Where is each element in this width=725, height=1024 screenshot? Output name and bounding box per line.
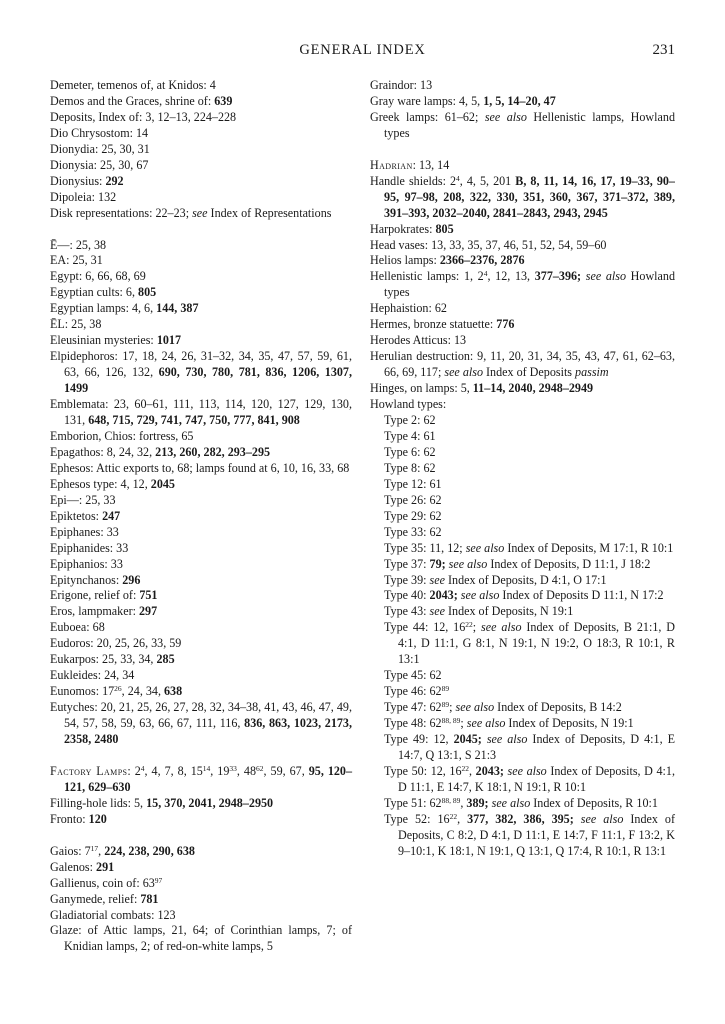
index-entry: Epiphanides: 33 — [50, 540, 129, 555]
section-gap — [50, 222, 352, 238]
index-entry: Factory Lamps: $2^4$, 4, 7, 8, $15^{14}$, $19^{33}$, $48^{62}$, 59, 67, 95, 120–121, 629–630 — [50, 763, 353, 794]
index-subentry: Type 33: 62 — [384, 524, 442, 539]
index-entry: Euboea: 68 — [50, 620, 105, 635]
index-entry: Galenos: 291 — [50, 859, 115, 874]
index-entry: Dio Chrysostom: 14 — [50, 125, 149, 140]
index-entry: Egyptian cults: 6, 805 — [50, 285, 157, 300]
index-entry: Harpokrates: 805 — [370, 221, 454, 236]
index-entry: Howland types: — [370, 397, 447, 412]
index-entry: Epiktetos: 247 — [50, 508, 121, 523]
index-entry: Erigone, relief of: 751 — [50, 588, 158, 603]
index-entry: Gaios: $7^{17}$, 224, 238, 290, 638 — [50, 843, 195, 858]
index-entry: Graindor: 13 — [370, 78, 433, 92]
index-entry: Hinges, on lamps: 5, 11–14, 2040, 2948–2949 — [370, 381, 594, 396]
index-entry: Handle shields: $2^4$, 4, 5, 201 B, 8, 11, 14, 16, 17, 19–33, 90–95, 97–98, 208, 322, 330, 351, 360, 367, 371–372, 389, 391–393, 2032–2040, 2841–2843, 2943, 2945 — [370, 173, 675, 220]
section-gap — [370, 142, 675, 158]
index-entry: Dionydia: 25, 30, 31 — [50, 141, 150, 156]
index-entry: Disk representations: 22–23; see Index of Representations — [50, 205, 332, 220]
index-entry: Hephaistion: 62 — [370, 301, 447, 316]
index-entry: Dionysia: 25, 30, 67 — [50, 157, 149, 172]
index-subentry: Type 35: 11, 12; see also Index of Deposits, M 17:1, R 10:1 — [384, 540, 674, 555]
index-entry: Dipoleia: 132 — [50, 189, 117, 204]
index-entry: Egyptian lamps: 4, 6, 144, 387 — [50, 301, 199, 316]
index-entry: Epagathos: 8, 24, 32, 213, 260, 282, 293–295 — [50, 444, 271, 459]
index-subentry: Type 6: 62 — [384, 444, 436, 459]
index-entry: Eleusinian mysteries: 1017 — [50, 333, 181, 348]
index-entry: Hermes, bronze statuette: 776 — [370, 317, 515, 332]
index-subentry: Type 45: 62 — [384, 668, 442, 683]
index-entry: Ephesos type: 4, 12, 2045 — [50, 476, 175, 491]
index-subentry: Type 29: 62 — [384, 508, 442, 523]
index-entry: Eukarpos: 25, 33, 34, 285 — [50, 652, 175, 667]
index-subentry: Type 26: 62 — [384, 492, 442, 507]
index-subentry: Type 47: $62^{89}$; see also Index of Deposits, B 14:2 — [384, 700, 622, 715]
index-subentry: Type 39: see Index of Deposits, D 4:1, O 17:1 — [384, 572, 607, 587]
index-entry: Elpidephoros: 17, 18, 24, 26, 31–32, 34, 35, 47, 57, 59, 61, 63, 66, 126, 132, 690, 730, 780, 781, 836, 1206, 1307, 1499 — [50, 349, 352, 396]
index-subentry: Type 49: 12, 2045; see also Index of Deposits, D 4:1, E 14:7, Q 13:1, S 21:3 — [384, 732, 675, 763]
index-entry: Eunomos: $17^{26}$, 24, 34, 638 — [50, 684, 183, 699]
index-entry: Epitynchanos: 296 — [50, 572, 141, 587]
index-subentry: Type 12: 61 — [384, 476, 442, 491]
index-entry: Epiphanes: 33 — [50, 524, 119, 539]
index-entry: ĒL: 25, 38 — [50, 317, 102, 332]
index-entry: Glaze: of Attic lamps, 21, 64; of Corinthian lamps, 7; of Knidian lamps, 2; of red-on-white lamps, 5 — [50, 923, 352, 954]
index-subentry: Type 48: 62$^{88, 89}$; see also Index of Deposits, N 19:1 — [384, 716, 634, 731]
index-entry: Eukleides: 24, 34 — [50, 668, 135, 683]
index-column-left — [50, 78, 352, 955]
index-entry: Fronto: 120 — [50, 811, 107, 826]
index-entry: Herodes Atticus: 13 — [370, 333, 467, 348]
index-subentry: Type 8: 62 — [384, 460, 436, 475]
section-gap — [50, 748, 352, 764]
index-subentry: Type 50: 12, $16^{22}$, 2043; see also Index of Deposits, D 4:1, D 11:1, E 14:7, K 18:1, N 19:1, R 10:1 — [384, 763, 675, 794]
section-gap — [50, 828, 352, 844]
index-entry: Deposits, Index of: 3, 12–13, 224–228 — [50, 109, 237, 124]
index-entry: Ē—: 25, 38 — [50, 237, 107, 252]
index-entry: Gallienus, coin of: $63^{97}$ — [50, 875, 163, 890]
index-subentry: Type 37: 79; see also Index of Deposits, D 11:1, J 18:2 — [384, 556, 651, 571]
page-number: 231 — [652, 42, 675, 58]
index-entry: Epiphanios: 33 — [50, 556, 123, 571]
index-entry: Head vases: 13, 33, 35, 37, 46, 51, 52, 54, 59–60 — [370, 237, 607, 252]
index-entry: Ephesos: Attic exports to, 68; lamps found at 6, 10, 16, 33, 68 — [50, 460, 350, 475]
index-subentry: Type 46: $62^{89}$ — [384, 684, 450, 699]
index-subentry: Type 2: 62 — [384, 413, 436, 427]
running-title: GENERAL INDEX — [299, 42, 426, 58]
index-entry: Emblemata: 23, 60–61, 111, 113, 114, 120, 127, 129, 130, 131, 648, 715, 729, 741, 747, 750, 777, 841, 908 — [50, 397, 352, 427]
index-entry: Helios lamps: 2366–2376, 2876 — [370, 253, 525, 268]
index-entry: Filling-hole lids: 5, 15, 370, 2041, 2948–2950 — [50, 795, 274, 810]
index-subentry: Type 51: 62$^{88, 89}$, 389; see also Index of Deposits, R 10:1 — [384, 795, 658, 810]
index-entry: Epi—: 25, 33 — [50, 492, 116, 507]
index-entry: Hellenistic lamps: 1, $2^4$, 12, 13, 377–396; see also Howland types — [370, 269, 676, 300]
index-entry: Gladiatorial combats: 123 — [50, 907, 176, 922]
index-entry: Eros, lampmaker: 297 — [50, 604, 158, 619]
index-subentry: Type 44: 12, $16^{22}$; see also Index of Deposits, B 21:1, D 4:1, D 11:1, G 8:1, N 19:1, N 19:2, O 18:3, R 10:1, R 13:1 — [384, 620, 675, 667]
index-column-right — [370, 78, 675, 860]
index-entry: Eudoros: 20, 25, 26, 33, 59 — [50, 636, 182, 651]
index-entry: Demeter, temenos of, at Knidos: 4 — [50, 78, 216, 92]
index-entry: Herulian destruction: 9, 11, 20, 31, 34, 35, 43, 47, 61, 62–63, 66, 69, 117; see also Index of Deposits passim — [370, 349, 675, 380]
index-entry: Dionysius: 292 — [50, 173, 124, 188]
page-header — [0, 42, 725, 62]
index-entry: Greek lamps: 61–62; see also Hellenistic lamps, Howland types — [370, 109, 675, 140]
index-entry: Eutyches: 20, 21, 25, 26, 27, 28, 32, 34–38, 41, 43, 46, 47, 49, 54, 57, 58, 59, 63, 66, 67, 111, 116, 836, 863, 1023, 2173, 2358, 2480 — [50, 700, 352, 747]
index-entry: Hadrian: 13, 14 — [370, 157, 450, 172]
index-entry: Ganymede, relief: 781 — [50, 891, 159, 906]
index-entry: EA: 25, 31 — [50, 253, 103, 268]
index-subentry: Type 40: 2043; see also Index of Deposits D 11:1, N 17:2 — [384, 588, 664, 603]
index-subentry: Type 52: $16^{22}$, 377, 382, 386, 395; see also Index of Deposits, C 8:2, D 4:1, D 11:1, E 14:7, F 11:1, F 13:2, K 9–10:1, K 18:1, N 19:1, Q 13:1, Q 17:4, R 10:1, R 13:1 — [384, 811, 675, 858]
index-entry: Demos and the Graces, shrine of: 639 — [50, 93, 233, 108]
index-entry: Egypt: 6, 66, 68, 69 — [50, 269, 146, 284]
index-entry: Emborion, Chios: fortress, 65 — [50, 428, 194, 443]
index-subentry: Type 43: see Index of Deposits, N 19:1 — [384, 604, 574, 619]
index-entry: Gray ware lamps: 4, 5, 1, 5, 14–20, 47 — [370, 93, 556, 108]
index-subentry: Type 4: 61 — [384, 428, 436, 443]
